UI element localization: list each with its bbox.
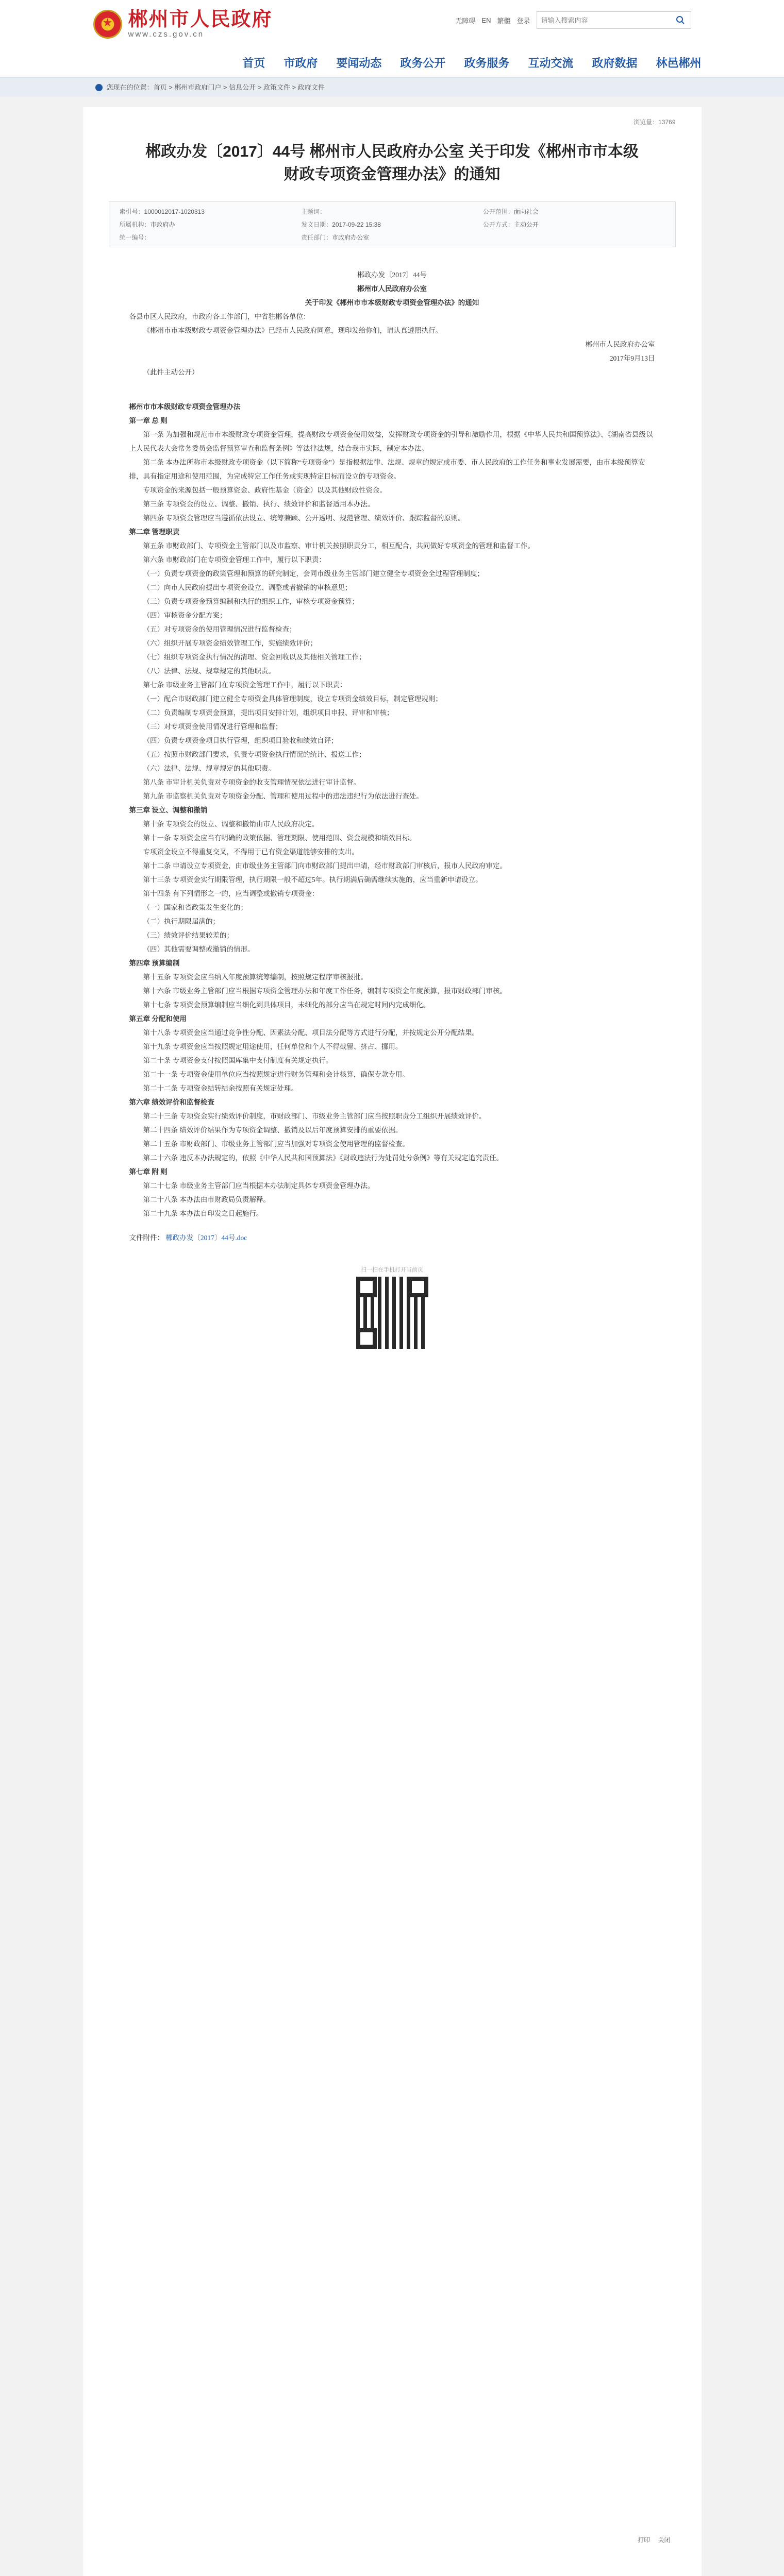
law-paragraph: 第二十五条 市财政部门、市级业务主管部门应当加强对专项资金使用管理的监督检查。 [143,1140,409,1148]
law-paragraph: 第十八条 专项资金应当通过竞争性分配、因素法分配、项目法分配等方式进行分配，并按规定公开分配结果。 [143,1029,479,1037]
nav-city-government[interactable]: 市政府 [283,57,318,70]
doc-number: 郴政办发〔2017〕44号 [357,271,427,279]
meta-cell: 公开范围：面向社会 [482,208,539,215]
attachment-link[interactable]: 郴政办发〔2017〕44号.doc [165,1234,247,1242]
law-paragraph: （六）组织开展专项资金绩效管理工作，实施绩效评价； [143,639,317,647]
law-paragraph: （三）对专项资金使用情况进行管理和监督； [143,723,282,731]
law-paragraph: （四）其他需要调整或撤销的情形。 [143,945,255,953]
law-paragraph: 第十九条 专项资金应当按照规定用途使用，任何单位和个人不得截留、挤占、挪用。 [143,1043,403,1050]
law-paragraph: 专项资金设立不得重复交叉，不得用于已有资金渠道能够安排的支出。 [143,848,359,856]
meta-cell: 公开方式：主动公开 [482,221,539,228]
law-paragraph: 第二章 管理职责 [129,528,180,536]
law-paragraphs [129,414,655,1221]
law-paragraph: 第十一条 专项资金应当有明确的政策依据、管理期限、使用范围、资金规模和绩效目标。 [143,834,416,842]
doc-notice-title: 关于印发《郴州市市本级财政专项资金管理办法》的通知 [305,299,479,307]
traditional-chinese-link[interactable]: 繁體 [497,16,511,25]
law-paragraph: 第七章 附 则 [129,1168,168,1176]
doc-note: （此件主动公开） [143,368,199,376]
nav-home[interactable]: 首页 [242,57,265,70]
law-paragraph: 第二条 本办法所称市本级财政专项资金（以下简称“专项资金”）是指根据法律、法规、规章的规定或市委、市人民政府的工作任务和事业发展需要，由市本级预算安排，具有指定用途和使用范围，为完成特定工作任务或实现特定目标而设立的专项资金。 [129,459,645,480]
law-paragraph: 第三章 设立、调整和撤销 [129,806,208,814]
law-paragraph: 第二十九条 本办法自印发之日起施行。 [143,1210,263,1217]
meta-cell: 索引号：1000012017-1020313 [119,208,205,215]
law-paragraph: （四）负责专项资金项目执行管理，组织项目验收和绩效自评； [143,737,338,744]
law-paragraph: 第九条 市监察机关负责对专项资金分配、管理和使用过程中的违法违纪行为依法进行查处。 [143,792,423,800]
accessibility-link[interactable]: 无障碍 [455,16,476,25]
law-paragraph: 第四条 专项资金管理应当遵循依法设立、统筹兼顾、公开透明、规范管理、绩效评价、跟踪监督的原则。 [143,514,465,522]
attachment [129,1231,655,1245]
meta-cell: 统一编号： [119,234,151,241]
nav-news[interactable]: 要闻动态 [336,57,382,70]
law-paragraph: （二）负责编制专项资金预算，提出项目安排计划，组织项目申报、评审和审核； [143,709,394,717]
meta-cell: 发文日期：2017-09-22 15:38 [301,221,381,228]
meta-cell: 责任部门：市政府办公室 [301,234,370,241]
law-paragraph: 第七条 市级业务主管部门在专项资金管理工作中，履行以下职责： [143,681,347,689]
qr-caption: 扫一扫在手机打开当前页 [361,1267,423,1273]
law-paragraph: （五）对专项资金的使用管理情况进行监督检查； [143,625,296,633]
article-body [129,268,655,1245]
law-paragraph: 第十四条 有下列情形之一的，应当调整或撤销专项资金： [143,890,319,897]
law-paragraph: （七）组织专项资金执行情况的清理、资金回收以及其他相关管理工作； [143,653,366,661]
law-paragraph: 第五条 市财政部门、专项资金主管部门以及市监察、审计机关按照职责分工，相互配合，共同做好专项资金的管理和监督工作。 [143,542,535,550]
utility-bar [455,11,691,29]
nav-interaction[interactable]: 互动交流 [528,57,574,70]
meta-cell: 主题词： [301,208,326,215]
law-paragraph: 第五章 分配和使用 [129,1015,187,1023]
top-header [0,0,784,77]
login-link[interactable]: 登录 [516,16,530,25]
law-paragraph: 第二十一条 专项资金使用单位应当按照规定进行财务管理和会计核算，确保专款专用。 [143,1071,409,1078]
law-paragraph: 第六条 市财政部门在专项资金管理工作中，履行以下职责： [143,556,326,564]
law-paragraph: 第四章 预算编制 [129,959,180,967]
law-paragraph: （三）负责专项资金预算编制和执行的组织工作，审核专项资金预算； [143,598,359,605]
law-paragraph: 第三条 专项资金的设立、调整、撤销、执行、绩效评价和监督适用本办法。 [143,500,375,508]
close-button[interactable]: 关闭 [658,2536,671,2544]
law-paragraph: （八）法律、法规、规章规定的其他职责。 [143,667,275,675]
law-paragraph: 第十二条 申请设立专项资金，由市级业务主管部门向市财政部门提出申请，经市财政部门审核后，报市人民政府审定。 [143,862,507,870]
search-input[interactable] [537,12,670,28]
doc-body: 《郴州市市本级财政专项资金管理办法》已经市人民政府同意，现印发给你们，请认真遵照执行。 [143,327,442,334]
law-paragraph: （四）审核资金分配方案； [143,612,227,619]
site-name: 郴州市人民政府 [128,9,273,30]
nav-public-affairs[interactable]: 政务公开 [400,57,446,70]
print-button[interactable]: 打印 [638,2536,650,2544]
law-paragraph: 第一章 总 则 [129,417,168,425]
page-tools [631,2535,670,2544]
meta-cell: 所属机构：市政府办 [119,221,175,228]
attachment-label: 文件附件： [129,1234,164,1242]
law-title: 郴州市市本级财政专项资金管理办法 [129,403,241,411]
law-paragraph: 第八条 市审计机关负责对专项资金的收支管理情况依法进行审计监督。 [143,778,361,786]
doc-salutation: 各县市区人民政府，市政府各工作部门，中省驻郴各单位： [129,313,310,320]
law-paragraph: 第十三条 专项资金实行期限管理，执行期限一般不超过5年。执行期满后确需继续实施的，应当重新申请设立。 [143,876,482,884]
doc-date: 2017年9月13日 [609,354,655,362]
law-paragraph: （一）负责专项资金的政策管理和预算的研究制定，会同市级业务主管部门建立健全专项资金全过程管理制度； [143,570,484,578]
document-meta-table [109,201,676,247]
meta-cell [483,233,665,242]
nav-services[interactable]: 政务服务 [464,57,510,70]
law-paragraph: 第二十七条 市级业务主管部门应当根据本办法制定具体专项资金管理办法。 [143,1182,375,1190]
search-button[interactable] [670,12,691,28]
qr-code [356,1277,428,1349]
law-paragraph: 第十六条 市级业务主管部门应当根据专项资金管理办法和年度工作任务，编制专项资金年度预算，报市财政部门审核。 [143,987,507,995]
law-paragraph: （五）按照市财政部门要求，负责专项资金执行情况的统计、报送工作； [143,751,366,758]
law-paragraph: （二）向市人民政府提出专项资金设立、调整或者撤销的审核意见； [143,584,352,591]
law-paragraph: 第十七条 专项资金预算编制应当细化到具体项目，未细化的部分应当在规定时间内完成细化。 [143,1001,430,1009]
law-paragraph: 第六章 绩效评价和监督检查 [129,1098,214,1106]
doc-org: 郴州市人民政府办公室 [357,285,427,293]
law-paragraph: 专项资金的来源包括一般预算资金、政府性基金（资金）以及其他财政性资金。 [143,486,387,494]
doc-sign: 郴州市人民政府办公室 [585,341,655,348]
law-paragraph: （二）执行期限届满的； [143,918,220,925]
law-paragraph: 第十条 专项资金的设立、调整和撤销由市人民政府决定。 [143,820,319,828]
article-container [83,107,702,2576]
law-paragraph: 第二十三条 专项资金实行绩效评价制度，市财政部门、市级业务主管部门应当按照职责分工组织开展绩效评价。 [143,1112,486,1120]
site-logo[interactable] [93,9,273,39]
law-paragraph: （一）国家和省政策发生变化的； [143,904,247,911]
nav-linyi-chenzhou[interactable]: 林邑郴州 [656,57,702,70]
breadcrumb-text[interactable]: 您现在的位置：首页 > 郴州市政府门户 > 信息公开 > 政策文件 > 政府文件 [106,83,325,91]
law-paragraph: 第十五条 专项资金应当纳入年度预算统筹编制，按照规定程序审核报批。 [143,973,368,981]
main-nav [0,49,784,77]
law-paragraph: 第二十八条 本办法由市财政局负责解释。 [143,1196,270,1204]
law-paragraph: （一）配合市财政部门建立健全专项资金具体管理制度，设立专项资金绩效目标，制定管理规则； [143,695,442,703]
law-paragraph: 第一条 为加强和规范市市本级财政专项资金管理，提高财政专项资金使用效益，发挥财政专项资金的引导和激励作用，根据《中华人民共和国预算法》、《湖南省县级以上人民代表大会常务委员会监督预算审查和监督条例》等法律法规，结合我市实际，制定本办法。 [129,431,653,452]
view-count: 浏览量：13769 [633,118,676,126]
search-box [537,11,691,29]
law-paragraph: 第二十四条 绩效评价结果作为专项资金调整、撤销及以后年度预算安排的重要依据。 [143,1126,403,1134]
national-emblem-icon [93,10,122,39]
law-paragraph: 第二十条 专项资金支付按照国库集中支付制度有关规定执行。 [143,1057,333,1064]
search-icon [676,15,685,25]
law-paragraph: （六）法律、法规、规章规定的其他职责。 [143,765,275,772]
site-url: www.czs.gov.cn [128,30,205,39]
law-paragraph: （三）绩效评价结果较差的； [143,931,233,939]
law-paragraph: 第二十二条 专项资金结转结余按照有关规定处理。 [143,1084,298,1092]
page-title: 郴政办发〔2017〕44号 郴州市人民政府办公室 关于印发《郴州市市本级财政专项资金管理办法》的通知 [145,143,639,183]
nav-data[interactable]: 政府数据 [592,57,638,70]
english-link[interactable]: EN [481,16,491,24]
law-paragraph: 第二十六条 违反本办法规定的，依照《中华人民共和国预算法》《财政违法行为处罚处分条例》等有关规定追究责任。 [143,1154,504,1162]
